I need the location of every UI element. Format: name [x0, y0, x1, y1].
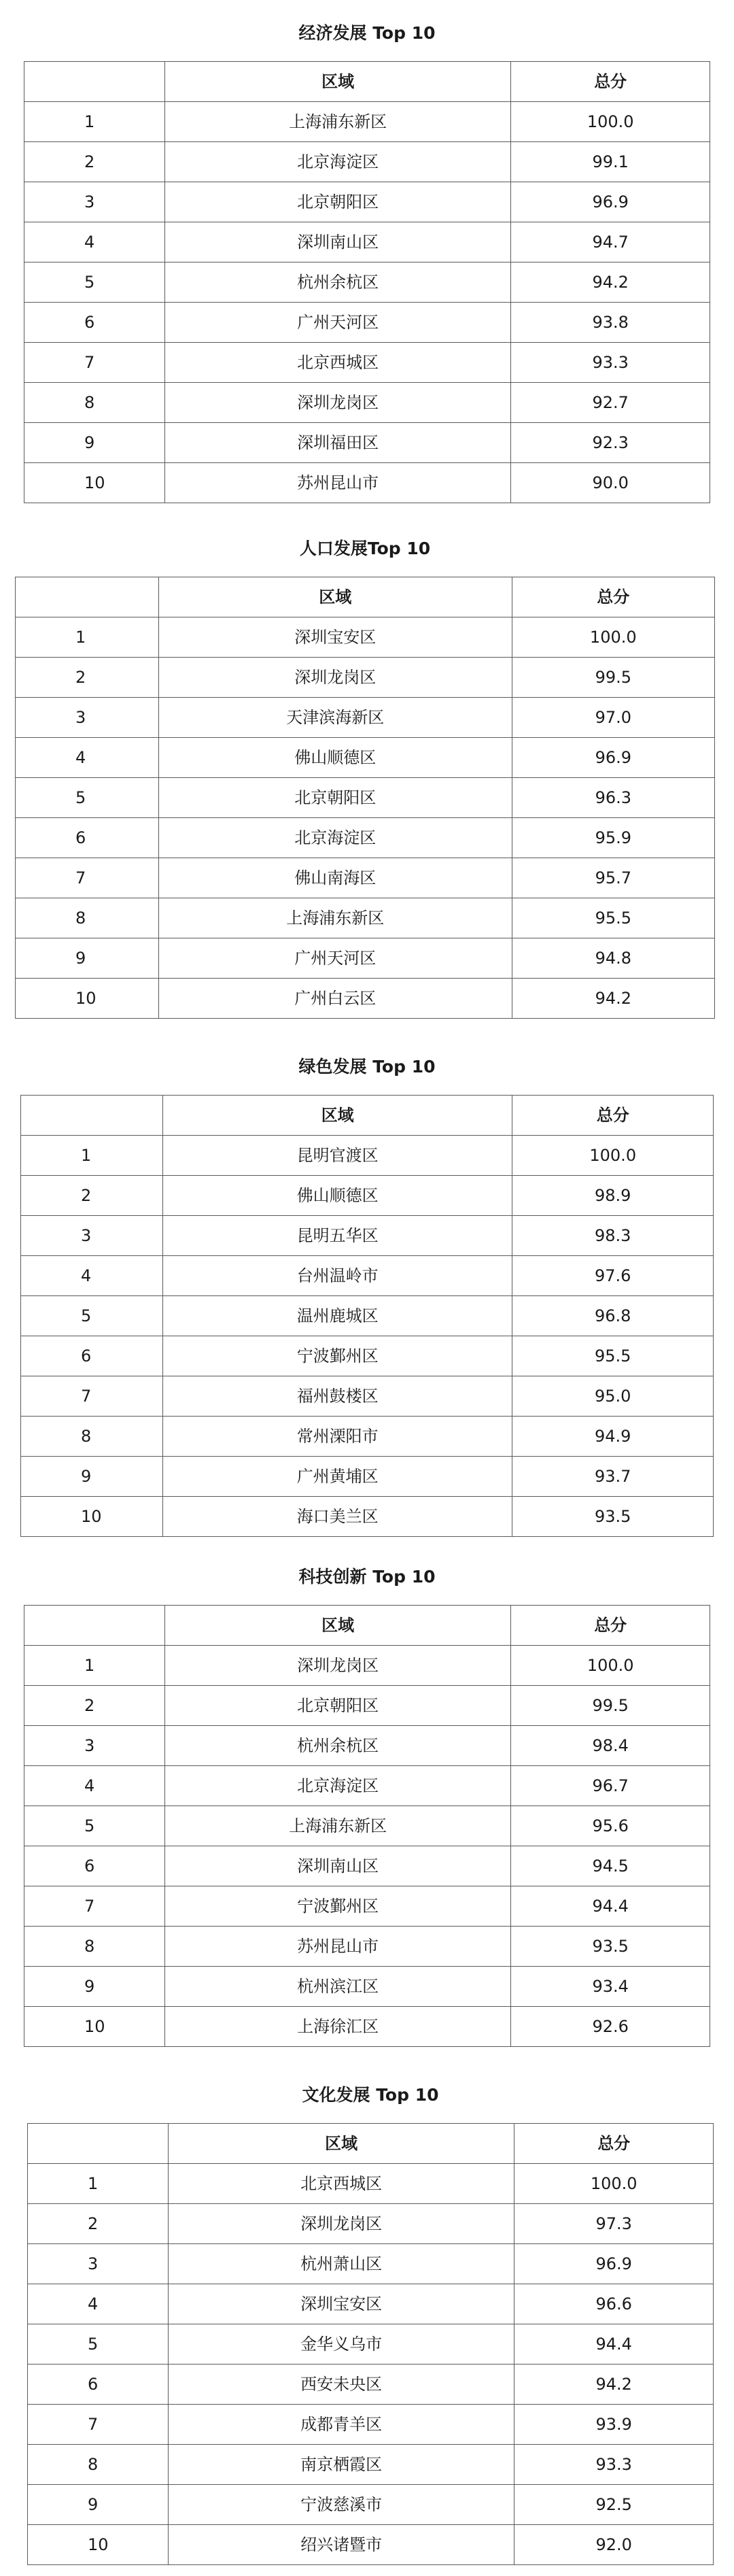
- score-cell: 92.6: [511, 2007, 710, 2047]
- table-row: [24, 142, 710, 182]
- table-row: [21, 1136, 714, 1176]
- table-row: [24, 1646, 710, 1686]
- region-cell: 上海徐汇区: [164, 2007, 511, 2047]
- score-cell: 94.5: [511, 1846, 710, 1886]
- rank-cell: 8: [28, 2445, 169, 2485]
- rank-cell: 2: [24, 142, 165, 182]
- rank-cell: 5: [21, 1296, 163, 1336]
- rank-cell: 2: [28, 2204, 169, 2244]
- region-cell: 北京朝阳区: [164, 1686, 511, 1726]
- section-title: 文化发展 Top 10: [302, 2085, 439, 2105]
- table-row: [24, 222, 710, 262]
- table-row: [28, 2244, 714, 2284]
- table-row: [24, 383, 710, 423]
- score-cell: 93.4: [511, 1967, 710, 2007]
- region-cell: 深圳宝安区: [158, 617, 512, 658]
- score-column-header: 总分: [514, 2124, 714, 2164]
- rank-cell: 8: [16, 898, 159, 938]
- table-row: [21, 1216, 714, 1256]
- score-cell: 98.9: [512, 1176, 714, 1216]
- region-cell: 成都青羊区: [168, 2405, 514, 2445]
- ranking-table: [27, 2123, 714, 2565]
- region-cell: 广州黄埔区: [162, 1457, 512, 1497]
- score-cell: 95.7: [512, 858, 714, 898]
- rank-column-header: [24, 1606, 165, 1646]
- region-cell: 昆明官渡区: [162, 1136, 512, 1176]
- table-row: [21, 1176, 714, 1216]
- score-cell: 93.3: [514, 2445, 714, 2485]
- rank-cell: 8: [24, 383, 165, 423]
- region-cell: 北京朝阳区: [164, 182, 511, 222]
- region-cell: 北京西城区: [164, 343, 511, 383]
- table-row: [16, 898, 715, 938]
- region-cell: 深圳龙岗区: [164, 1646, 511, 1686]
- table-row: [16, 658, 715, 698]
- region-cell: 佛山顺德区: [158, 738, 512, 778]
- region-cell: 北京海淀区: [164, 1766, 511, 1806]
- rank-cell: 3: [24, 182, 165, 222]
- region-cell: 深圳龙岗区: [164, 383, 511, 423]
- rank-cell: 7: [24, 1886, 165, 1927]
- region-cell: 深圳南山区: [164, 1846, 511, 1886]
- table-row: [24, 1686, 710, 1726]
- table-row: [16, 738, 715, 778]
- region-cell: 上海浦东新区: [164, 102, 511, 142]
- rank-cell: 6: [24, 303, 165, 343]
- rank-cell: 9: [16, 938, 159, 979]
- table-row: [21, 1376, 714, 1417]
- rank-cell: 6: [24, 1846, 165, 1886]
- table-row: [24, 343, 710, 383]
- rank-cell: 4: [28, 2284, 169, 2324]
- table-row: [24, 1967, 710, 2007]
- score-cell: 98.3: [512, 1216, 714, 1256]
- score-cell: 98.4: [511, 1726, 710, 1766]
- rank-cell: 1: [21, 1136, 163, 1176]
- score-cell: 99.1: [511, 142, 710, 182]
- rank-cell: 4: [21, 1256, 163, 1296]
- score-cell: 100.0: [514, 2164, 714, 2204]
- table-row: [24, 1806, 710, 1846]
- score-cell: 100.0: [512, 1136, 714, 1176]
- score-cell: 95.6: [511, 1806, 710, 1846]
- rank-cell: 3: [21, 1216, 163, 1256]
- rank-cell: 9: [28, 2485, 169, 2525]
- region-cell: 宁波慈溪市: [168, 2485, 514, 2525]
- table-row: [16, 979, 715, 1019]
- score-cell: 92.0: [514, 2525, 714, 2565]
- region-cell: 上海浦东新区: [164, 1806, 511, 1846]
- region-column-header: 区域: [158, 577, 512, 617]
- score-cell: 96.9: [514, 2244, 714, 2284]
- region-cell: 北京海淀区: [164, 142, 511, 182]
- score-cell: 95.5: [512, 1336, 714, 1376]
- rank-cell: 7: [16, 858, 159, 898]
- rank-cell: 1: [16, 617, 159, 658]
- rank-column-header: [21, 1096, 163, 1136]
- score-cell: 99.5: [511, 1686, 710, 1726]
- score-cell: 96.9: [511, 182, 710, 222]
- rank-cell: 8: [24, 1927, 165, 1967]
- region-cell: 深圳宝安区: [168, 2284, 514, 2324]
- section-title: 科技创新 Top 10: [298, 1567, 436, 1587]
- score-column-header: 总分: [511, 62, 710, 102]
- table-row: [28, 2485, 714, 2525]
- rank-cell: 10: [28, 2525, 169, 2565]
- score-cell: 93.7: [512, 1457, 714, 1497]
- table-row: [24, 102, 710, 142]
- table-row: [24, 1726, 710, 1766]
- rank-cell: 6: [28, 2365, 169, 2405]
- score-cell: 92.3: [511, 423, 710, 463]
- score-cell: 90.0: [511, 463, 710, 503]
- score-cell: 94.7: [511, 222, 710, 262]
- table-header-row: [16, 577, 715, 617]
- table-row: [28, 2405, 714, 2445]
- region-cell: 绍兴诸暨市: [168, 2525, 514, 2565]
- table-row: [24, 1886, 710, 1927]
- region-cell: 宁波鄞州区: [164, 1886, 511, 1927]
- region-cell: 南京栖霞区: [168, 2445, 514, 2485]
- table-row: [28, 2284, 714, 2324]
- table-row: [28, 2525, 714, 2565]
- rank-cell: 5: [16, 778, 159, 818]
- score-column-header: 总分: [511, 1606, 710, 1646]
- score-cell: 93.8: [511, 303, 710, 343]
- score-cell: 94.8: [512, 938, 714, 979]
- table-row: [24, 182, 710, 222]
- region-cell: 海口美兰区: [162, 1497, 512, 1537]
- rank-cell: 7: [24, 343, 165, 383]
- region-cell: 台州温岭市: [162, 1256, 512, 1296]
- table-row: [21, 1296, 714, 1336]
- rank-cell: 7: [21, 1376, 163, 1417]
- table-row: [21, 1417, 714, 1457]
- table-row: [28, 2204, 714, 2244]
- rank-cell: 10: [24, 463, 165, 503]
- table-row: [28, 2324, 714, 2365]
- score-cell: 93.5: [512, 1497, 714, 1537]
- score-cell: 92.5: [514, 2485, 714, 2525]
- region-cell: 昆明五华区: [162, 1216, 512, 1256]
- score-cell: 93.5: [511, 1927, 710, 1967]
- region-cell: 金华义乌市: [168, 2324, 514, 2365]
- region-cell: 福州鼓楼区: [162, 1376, 512, 1417]
- table-row: [16, 938, 715, 979]
- table-row: [16, 818, 715, 858]
- region-cell: 杭州余杭区: [164, 262, 511, 303]
- table-row: [24, 262, 710, 303]
- region-cell: 深圳龙岗区: [168, 2204, 514, 2244]
- score-cell: 93.9: [514, 2405, 714, 2445]
- table-row: [21, 1457, 714, 1497]
- table-row: [21, 1497, 714, 1537]
- score-cell: 96.9: [512, 738, 714, 778]
- table-row: [24, 1766, 710, 1806]
- region-cell: 广州天河区: [164, 303, 511, 343]
- rank-cell: 6: [21, 1336, 163, 1376]
- ranking-table: [24, 61, 710, 503]
- score-cell: 95.0: [512, 1376, 714, 1417]
- region-column-header: 区域: [164, 62, 511, 102]
- rank-cell: 8: [21, 1417, 163, 1457]
- rank-cell: 2: [16, 658, 159, 698]
- rank-cell: 10: [21, 1497, 163, 1537]
- score-cell: 97.0: [512, 698, 714, 738]
- ranking-table: [24, 1605, 710, 2047]
- score-cell: 94.9: [512, 1417, 714, 1457]
- region-cell: 佛山顺德区: [162, 1176, 512, 1216]
- rank-cell: 3: [28, 2244, 169, 2284]
- ranking-table: [20, 1095, 714, 1537]
- region-cell: 北京西城区: [168, 2164, 514, 2204]
- score-cell: 100.0: [512, 617, 714, 658]
- score-cell: 94.2: [512, 979, 714, 1019]
- table-header-row: [24, 1606, 710, 1646]
- score-cell: 100.0: [511, 1646, 710, 1686]
- rank-cell: 5: [24, 1806, 165, 1846]
- rank-cell: 4: [24, 222, 165, 262]
- region-cell: 北京朝阳区: [158, 778, 512, 818]
- table-header-row: [28, 2124, 714, 2164]
- table-row: [24, 1927, 710, 1967]
- rank-cell: 6: [16, 818, 159, 858]
- region-cell: 苏州昆山市: [164, 463, 511, 503]
- score-cell: 100.0: [511, 102, 710, 142]
- score-column-header: 总分: [512, 1096, 714, 1136]
- ranking-table: [15, 577, 715, 1019]
- rank-cell: 10: [24, 2007, 165, 2047]
- region-cell: 深圳龙岗区: [158, 658, 512, 698]
- score-cell: 96.7: [511, 1766, 710, 1806]
- score-cell: 96.3: [512, 778, 714, 818]
- rank-cell: 9: [24, 423, 165, 463]
- rank-cell: 7: [28, 2405, 169, 2445]
- table-row: [16, 858, 715, 898]
- score-column-header: 总分: [512, 577, 714, 617]
- table-header-row: [24, 62, 710, 102]
- score-cell: 99.5: [512, 658, 714, 698]
- score-cell: 96.6: [514, 2284, 714, 2324]
- region-cell: 深圳福田区: [164, 423, 511, 463]
- region-cell: 杭州余杭区: [164, 1726, 511, 1766]
- rank-cell: 2: [21, 1176, 163, 1216]
- rank-cell: 10: [16, 979, 159, 1019]
- region-column-header: 区域: [162, 1096, 512, 1136]
- region-cell: 深圳南山区: [164, 222, 511, 262]
- rank-cell: 4: [16, 738, 159, 778]
- table-row: [24, 1846, 710, 1886]
- table-row: [24, 463, 710, 503]
- table-row: [28, 2164, 714, 2204]
- rank-cell: 9: [21, 1457, 163, 1497]
- region-cell: 西安未央区: [168, 2365, 514, 2405]
- region-cell: 常州溧阳市: [162, 1417, 512, 1457]
- score-cell: 97.3: [514, 2204, 714, 2244]
- region-cell: 天津滨海新区: [158, 698, 512, 738]
- table-header-row: [21, 1096, 714, 1136]
- score-cell: 95.9: [512, 818, 714, 858]
- region-column-header: 区域: [168, 2124, 514, 2164]
- rank-cell: 5: [24, 262, 165, 303]
- table-row: [21, 1256, 714, 1296]
- rank-column-header: [16, 577, 159, 617]
- score-cell: 96.8: [512, 1296, 714, 1336]
- score-cell: 94.4: [511, 1886, 710, 1927]
- table-row: [16, 778, 715, 818]
- table-row: [28, 2445, 714, 2485]
- rank-column-header: [28, 2124, 169, 2164]
- score-cell: 95.5: [512, 898, 714, 938]
- table-row: [24, 423, 710, 463]
- rank-cell: 3: [24, 1726, 165, 1766]
- table-row: [21, 1336, 714, 1376]
- region-cell: 宁波鄞州区: [162, 1336, 512, 1376]
- table-row: [24, 303, 710, 343]
- score-cell: 94.2: [514, 2365, 714, 2405]
- rank-column-header: [24, 62, 165, 102]
- score-cell: 97.6: [512, 1256, 714, 1296]
- rank-cell: 5: [28, 2324, 169, 2365]
- rank-cell: 2: [24, 1686, 165, 1726]
- rank-cell: 1: [24, 102, 165, 142]
- section-title: 人口发展Top 10: [299, 539, 431, 558]
- region-cell: 上海浦东新区: [158, 898, 512, 938]
- region-cell: 杭州萧山区: [168, 2244, 514, 2284]
- table-row: [24, 2007, 710, 2047]
- region-cell: 广州天河区: [158, 938, 512, 979]
- table-row: [28, 2365, 714, 2405]
- score-cell: 93.3: [511, 343, 710, 383]
- region-cell: 广州白云区: [158, 979, 512, 1019]
- rank-cell: 3: [16, 698, 159, 738]
- region-cell: 温州鹿城区: [162, 1296, 512, 1336]
- table-row: [16, 698, 715, 738]
- region-column-header: 区域: [164, 1606, 511, 1646]
- region-cell: 佛山南海区: [158, 858, 512, 898]
- rank-cell: 9: [24, 1967, 165, 2007]
- rank-cell: 4: [24, 1766, 165, 1806]
- rank-cell: 1: [28, 2164, 169, 2204]
- region-cell: 苏州昆山市: [164, 1927, 511, 1967]
- region-cell: 杭州滨江区: [164, 1967, 511, 2007]
- score-cell: 94.2: [511, 262, 710, 303]
- region-cell: 北京海淀区: [158, 818, 512, 858]
- rank-cell: 1: [24, 1646, 165, 1686]
- section-title: 绿色发展 Top 10: [298, 1057, 436, 1077]
- table-row: [16, 617, 715, 658]
- section-title: 经济发展 Top 10: [298, 23, 436, 43]
- score-cell: 92.7: [511, 383, 710, 423]
- score-cell: 94.4: [514, 2324, 714, 2365]
